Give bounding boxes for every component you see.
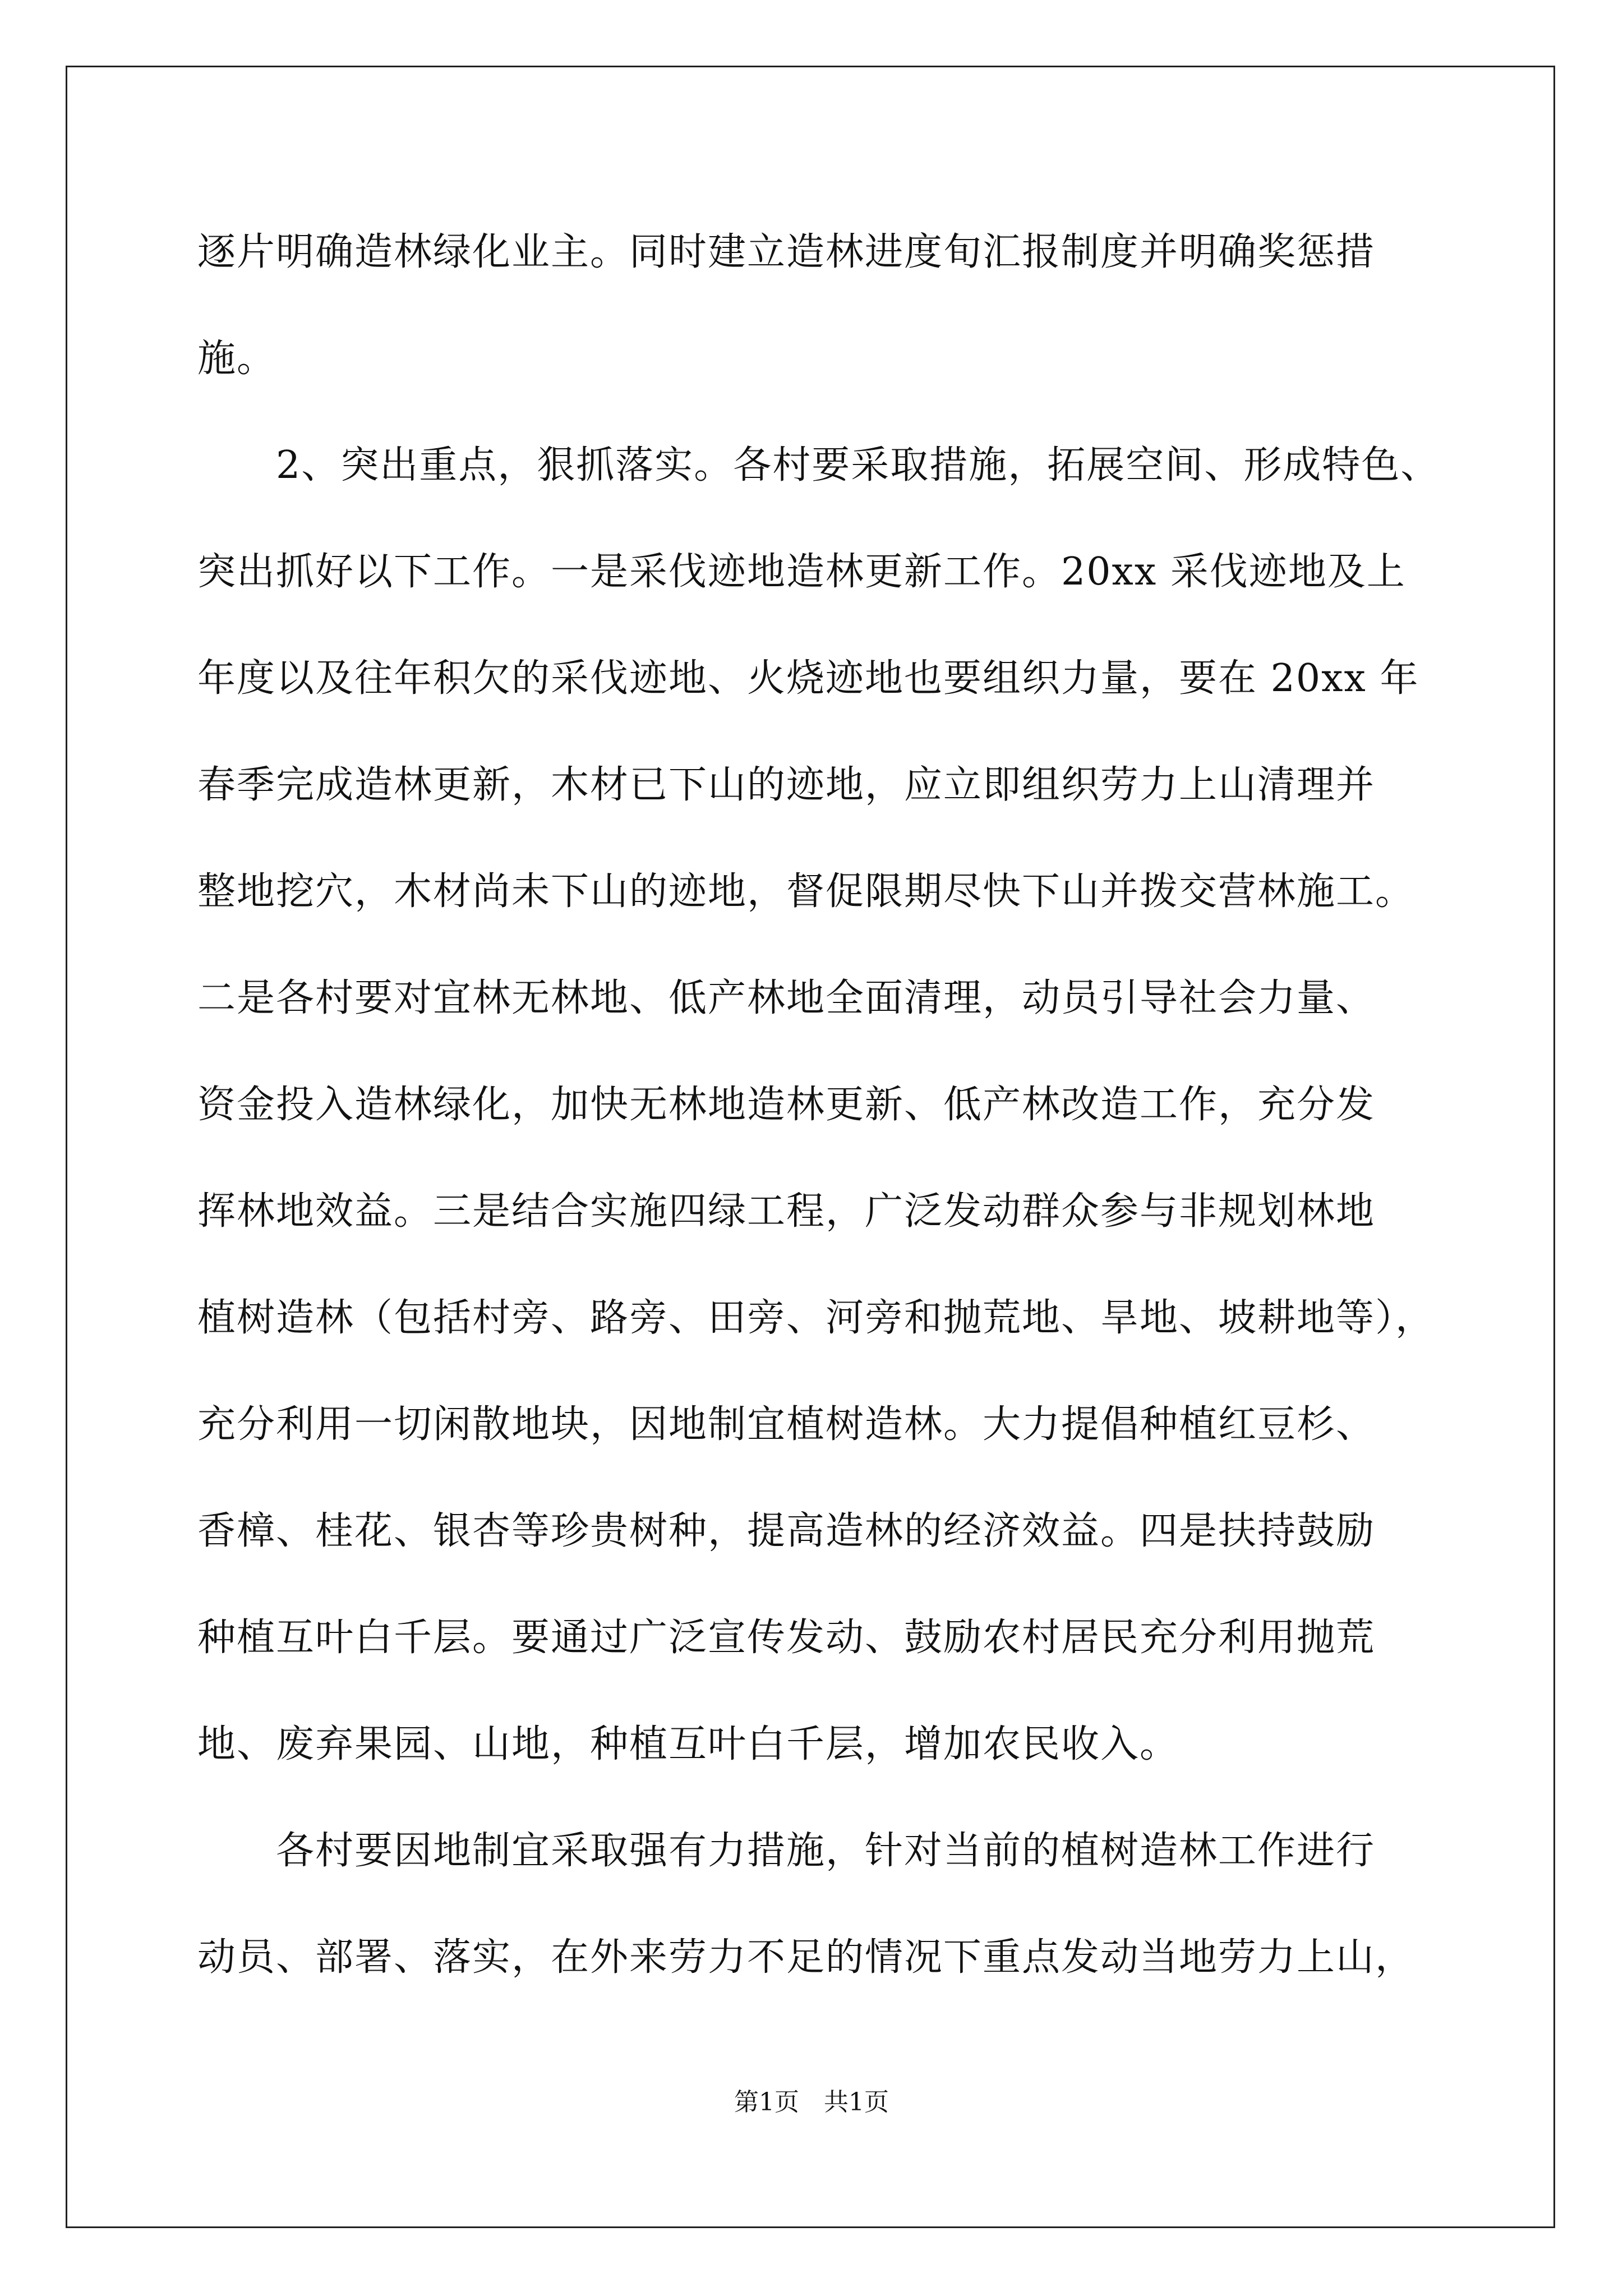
text-line: 年度以及往年积欠的采伐迹地、火烧迹地也要组织力量，要在 20xx 年 — [197, 656, 1419, 701]
text-line: 香樟、桂花、银杏等珍贵树种，提高造林的经济效益。四是扶持鼓励 — [197, 1509, 1376, 1553]
text-line: 资金投入造林绿化，加快无林地造林更新、低产林改造工作，充分发 — [197, 1083, 1376, 1127]
text-line: 2、突出重点，狠抓落实。各村要采取措施，拓展空间、形成特色、 — [197, 443, 1440, 487]
text-line: 春季完成造林更新，木材已下山的迹地，应立即组织劳力上山清理并 — [197, 763, 1376, 807]
text-line: 充分利用一切闲散地块，因地制宜植树造林。大力提倡种植红豆杉、 — [197, 1402, 1376, 1447]
text-line: 挥林地效益。三是结合实施四绿工程，广泛发动群众参与非规划林地 — [197, 1189, 1376, 1234]
page-border — [66, 66, 1555, 2228]
text-line: 植树造林（包括村旁、路旁、田旁、河旁和抛荒地、旱地、坡耕地等）， — [197, 1296, 1435, 1340]
text-line: 整地挖穴，木材尚未下山的迹地，督促限期尽快下山并拨交营林施工。 — [197, 869, 1415, 914]
text-line: 二是各村要对宜林无林地、低产林地全面清理，动员引导社会力量、 — [197, 976, 1376, 1020]
page-footer: 第1页 共1页 — [734, 2088, 889, 2116]
text-line: 动员、部署、落实，在外来劳力不足的情况下重点发动当地劳力上山， — [197, 1935, 1415, 1980]
text-line: 各村要因地制宜采取强有力措施，针对当前的植树造林工作进行 — [197, 1829, 1376, 1873]
text-line: 突出抓好以下工作。一是采伐迹地造林更新工作。20xx 采伐迹地及上 — [197, 550, 1406, 594]
text-line: 地、废弃果园、山地，种植互叶白千层，增加农民收入。 — [197, 1722, 1179, 1766]
text-line: 逐片明确造林绿化业主。同时建立造林进度旬汇报制度并明确奖惩措 — [197, 230, 1376, 274]
text-line: 种植互叶白千层。要通过广泛宣传发动、鼓励农村居民充分利用抛荒 — [197, 1616, 1376, 1660]
text-line: 施。 — [197, 337, 276, 381]
